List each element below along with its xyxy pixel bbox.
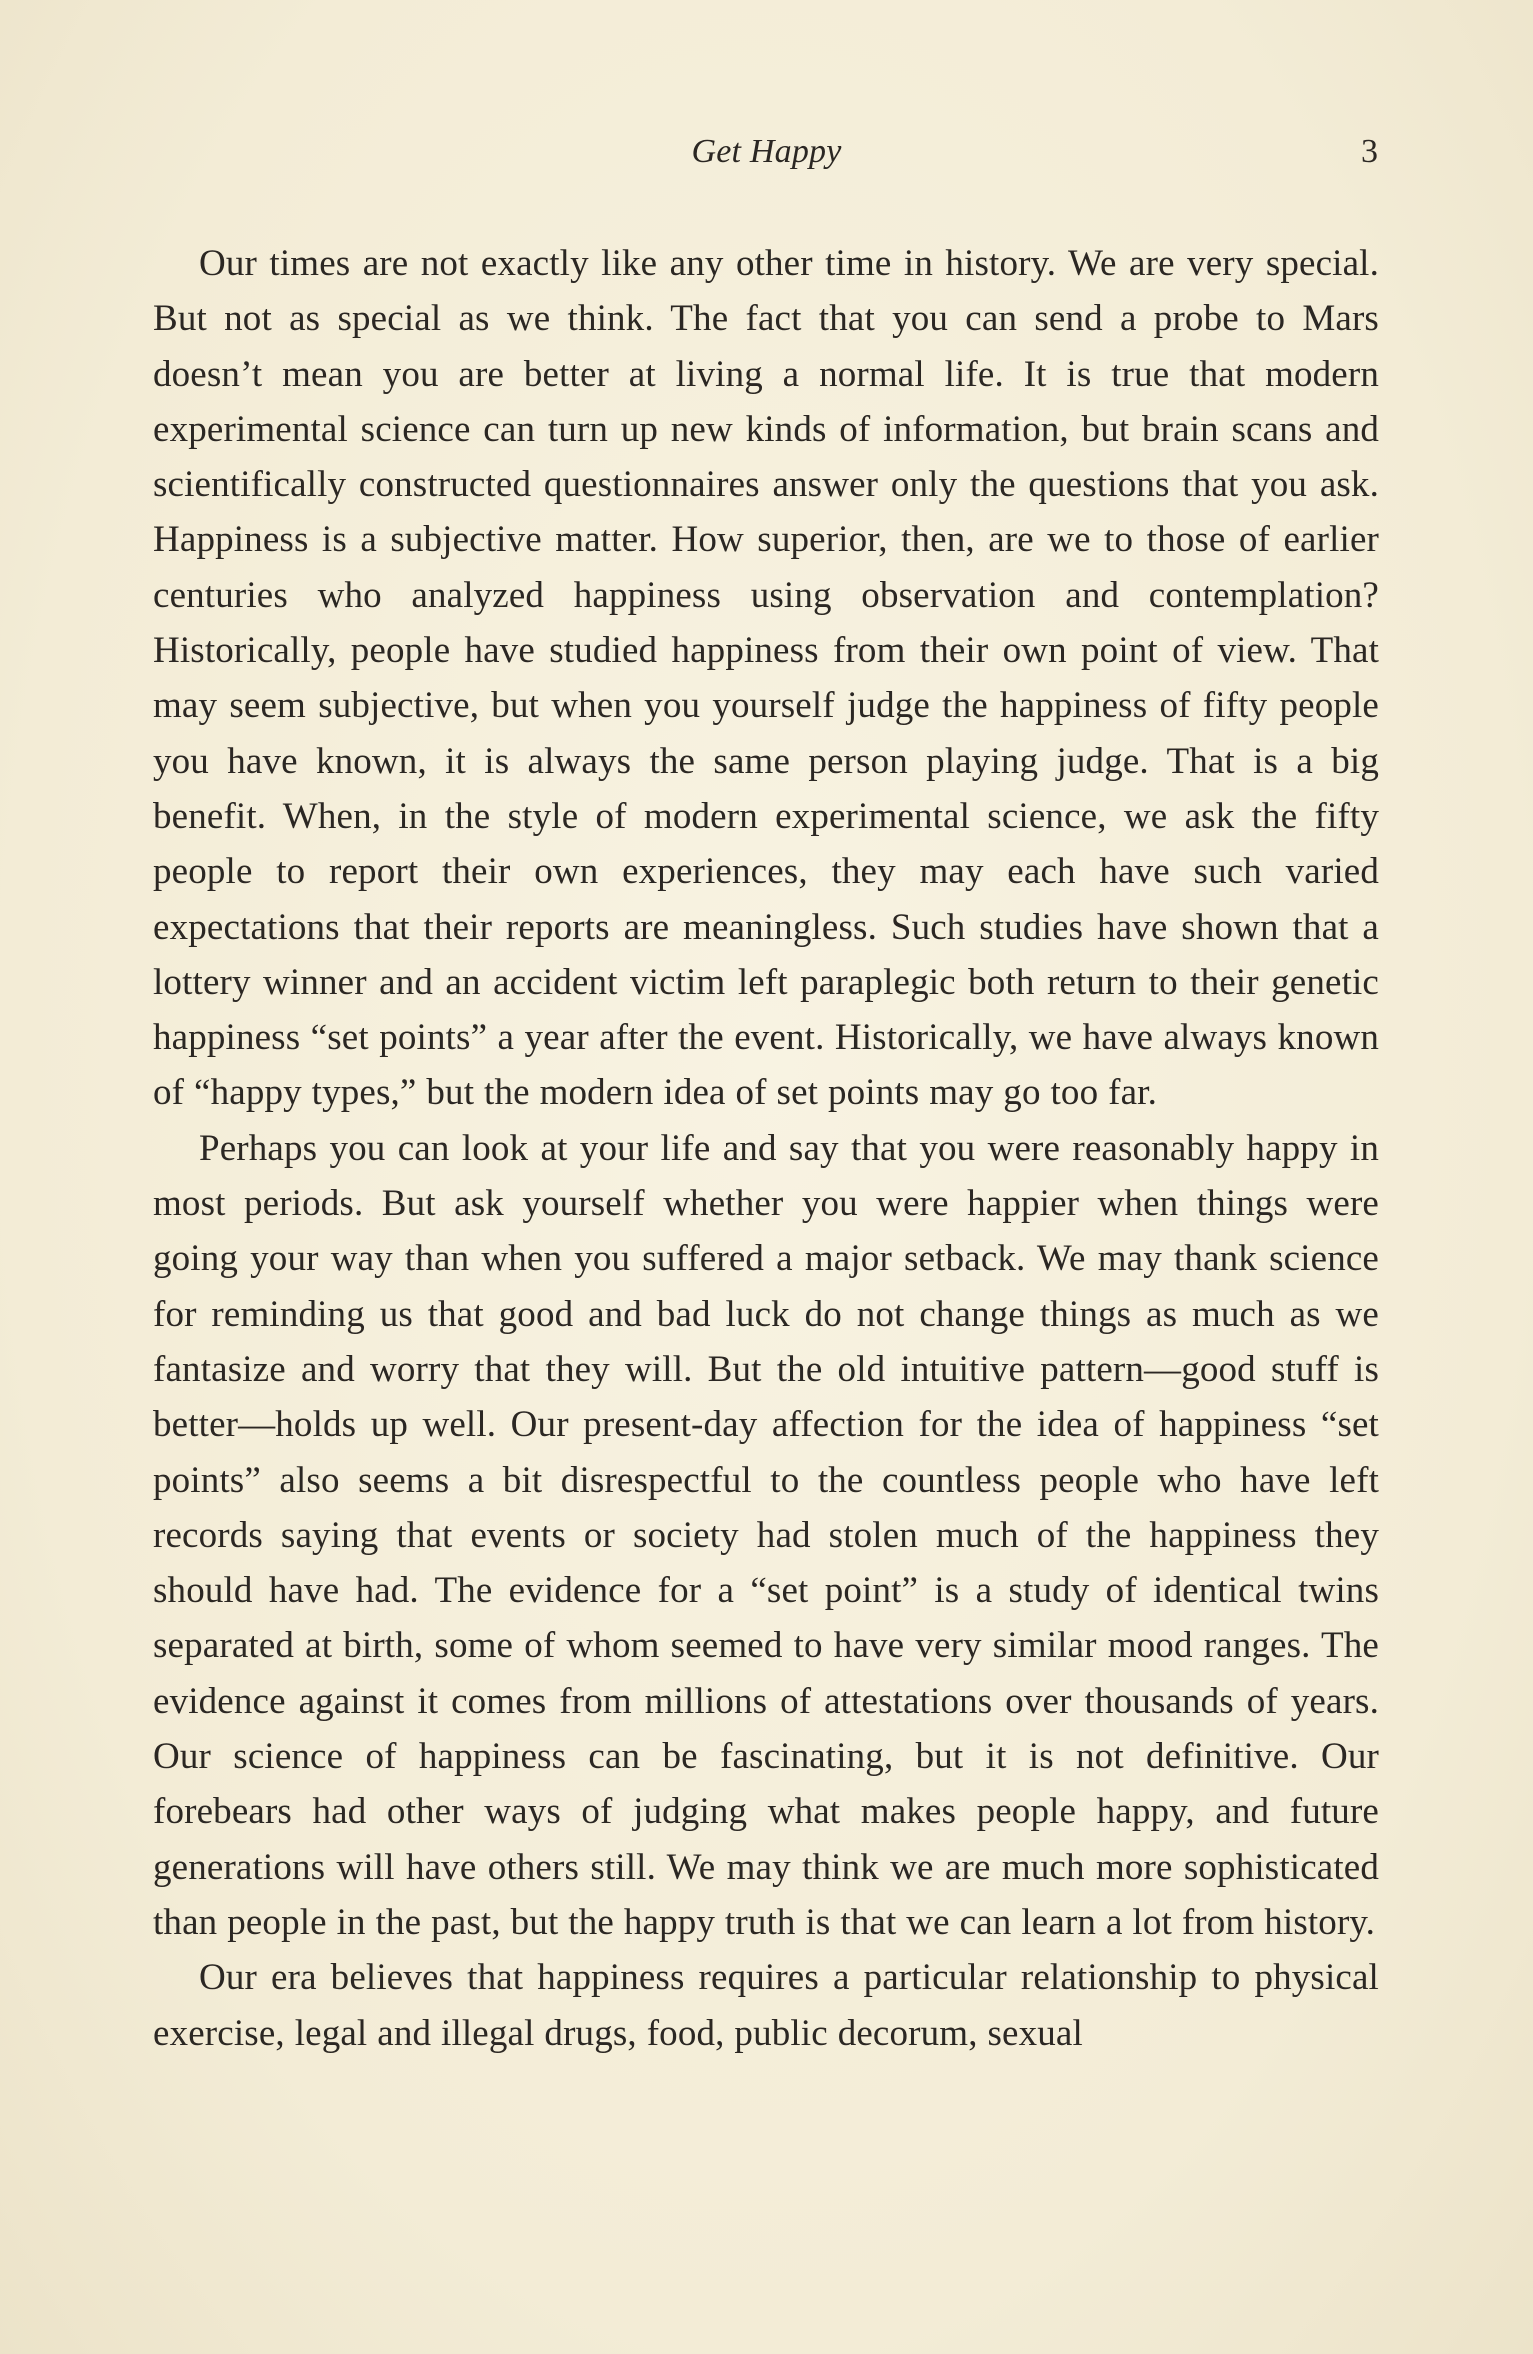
body-text <box>153 236 1379 2061</box>
paragraph-3: Our era believes that happiness requires a particular relationship to physical exercise, legal and illegal drugs, food, public decorum, sexual <box>153 1957 1379 2054</box>
running-title: Get Happy <box>691 133 842 170</box>
page-number: 3 <box>1361 133 1378 170</box>
running-head <box>0 128 1533 176</box>
paragraph-2: Perhaps you can look at your life and say that you were reasonably happy in most periods. But ask yourself whether you were happier when things were going your way than when you suffered a major setback. We may thank science for reminding us that good and bad luck do not change things as much as we fantasize and worry that they will. But the old intuitive pattern—good stuff is better—holds up well. Our present-day affection for the idea of happiness “set points” also seems a bit disrespectful to the countless people who have left records saying that events or society had stolen much of the happiness they should have had. The evidence for a “set point” is a study of identical twins separated at birth, some of whom seemed to have very similar mood ranges. The evidence against it comes from millions of attestations over thousands of years. Our science of happiness can be fascinating, but it is not definitive. Our forebears had other ways of judging what makes people happy, and future generations will have others still. We may think we are much more sophisticated than people in the past, but the happy truth is that we can learn a lot from history. <box>153 1127 1379 1943</box>
paragraph-1: Our times are not exactly like any other time in history. We are very special. But not as special as we think. The fact that you can send a probe to Mars doesn’t mean you are better at living a normal life. It is true that modern experimental science can turn up new kinds of information, but brain scans and scientifically constructed questionnaires answer only the questions that you ask. Happiness is a subjective matter. How superior, then, are we to those of earlier centuries who analyzed happiness using observation and contemplation? Historically, people have studied happiness from their own point of view. That may seem subjective, but when you yourself judge the happiness of fifty people you have known, it is always the same person playing judge. That is a big benefit. When, in the style of modern experimental science, we ask the fifty people to report their own experiences, they may each have such varied expectations that their reports are meaningless. Such studies have shown that a lottery winner and an accident victim left paraplegic both return to their genetic happiness “set points” a year after the event. Historically, we have always known of “happy types,” but the modern idea of set points may go too far. <box>153 243 1379 1114</box>
